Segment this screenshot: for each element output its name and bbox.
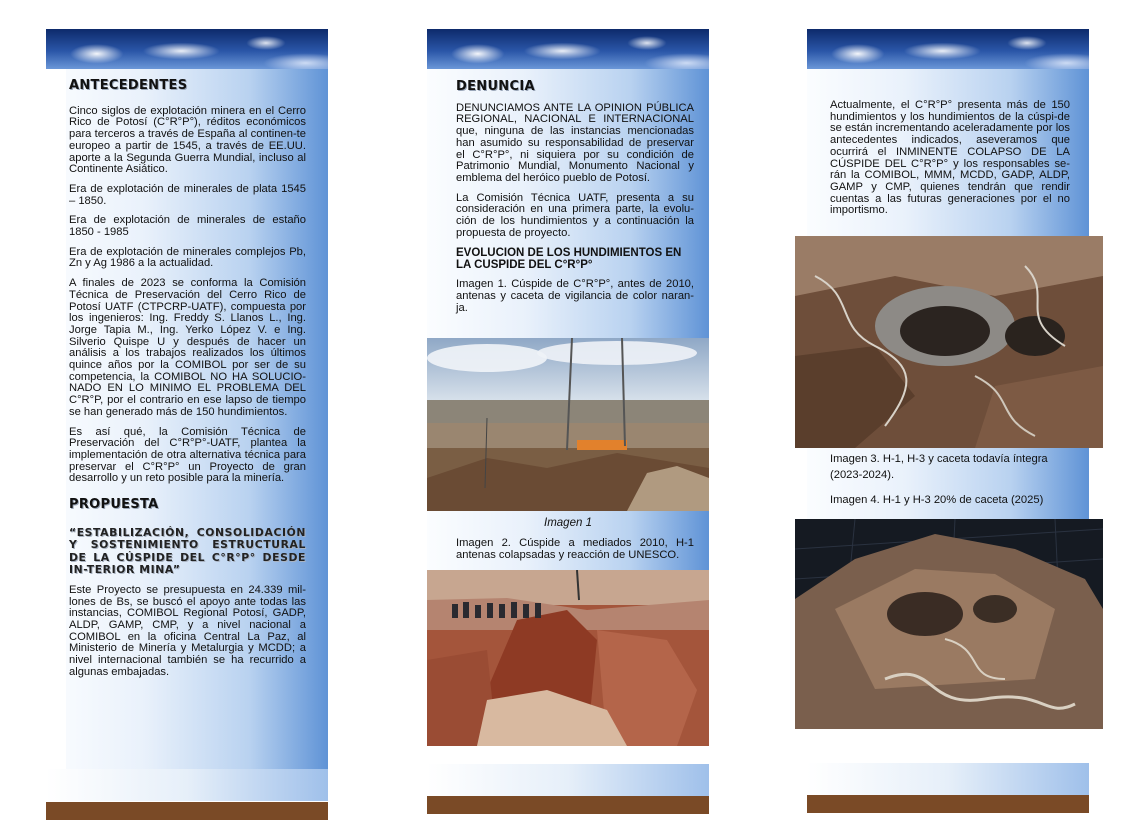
photo-imagen-1 [427, 338, 709, 511]
paragraph: Era de explotación de minerales de plata 1545 – 1850. [69, 182, 306, 207]
sky-banner [46, 29, 328, 69]
footer-brown-bar [427, 796, 709, 814]
sky-banner [427, 29, 709, 69]
heading-antecedentes: ANTECEDENTES [69, 78, 188, 93]
paragraph: Cinco siglos de explotación minera en el Cerro Rico de Potosí (C°R°P°), réditos económicos para terceros a través de España al continen-te europeo a partir de 1545, a través de EE.UU. aporte a la Segunda Guerra Mundial, incluso al Continente Asiático. [69, 104, 306, 176]
footer-band [46, 769, 328, 801]
footer-brown-bar [46, 802, 328, 820]
panel3-text-2 [830, 451, 1070, 515]
paragraph: Era de explotación de minerales complejos Pb, Zn y Ag 1986 a la actualidad. [69, 245, 306, 270]
paragraph: Este Proyecto se presupuesta en 24.339 mil-lones de Bs, se buscó el apoyo ante todas las instancias, COMIBOL Regional Potosí, GADP, ALDP, GAMP, CMP, y a nivel nacional a COMIBOL en la oficina Central La Paz, al Ministerio de Minería y Metalurgia y MCDD; a nivel internacional también se ha recurrido a algunas embajadas. [69, 583, 306, 678]
paragraph: Imagen 4. H-1 y H-3 20% de caceta (2025) [830, 494, 1044, 506]
footer-band [807, 763, 1089, 795]
heading-propuesta: PROPUESTA [69, 497, 159, 513]
photo-imagen-3 [795, 236, 1103, 448]
panel2-text-2 [456, 538, 694, 569]
panel-denuncia [427, 29, 709, 822]
panel3-text [830, 100, 1070, 225]
panel1-text [69, 80, 306, 686]
paragraph: A finales de 2023 se conforma la Comisión Técnica de Preservación del Cerro Rico de Potosí UATF (CTPCRP-UATF), compuesta por los ingenieros: Ing. Freddy S. Llanos L., Ing. Jorge Tapia M., Ing. Yerko López V. e Ing. Silverio Quispe U y después de hacer un análisis a los trabajos realizados los últimos quince años por la COMIBOL por ser de su competencia, la COMIBOL NO HA SOLUCIO-NADO EN LO MINIMO EL PROBLEMA DEL C°R°P, por el contrario en ese lapso de tiempo se han generado más de 150 hundimientos. [69, 277, 306, 418]
sky-banner [807, 29, 1089, 69]
panel-actualmente [807, 29, 1089, 822]
subheading-evolucion: EVOLUCION DE LOS HUNDIMIENTOS EN LA CUSPIDE DEL C°R°P° [456, 247, 682, 272]
panel-antecedentes [46, 29, 328, 822]
paragraph: Es así qué, la Comisión Técnica de Preservación del C°R°P°-UATF, plantea la implementación de otra alternativa técnica para preservar el C°R°P° un Proyecto de gran desarrollo y un reto posible para la minería. [69, 425, 306, 485]
paragraph: Imagen 1. Cúspide de C°R°P°, antes de 2010, antenas y caceta de vigilancia de color naran-ja. [456, 278, 694, 314]
footer-band [427, 764, 709, 796]
photo-imagen-4 [795, 519, 1103, 729]
proposal-title: “ESTABILIZACIÓN, CONSOLIDACIÓN Y SOSTENIMIENTO ESTRUCTURAL DE LA CÚSPIDE DEL C°R°P° DESDE IN-TERIOR MINA” [69, 525, 306, 577]
paragraph: Actualmente, el C°R°P° presenta más de 150 hundimientos y los hundimientos de la cúspi-de se están incrementando aceleradamente por los antecedentes indicados, aseveramos que ocurrirá el INMINENTE COLAPSO DE LA CÚSPIDE DEL C°R°P° y los responsables se-rán la COMIBOL, MMM, MCDD, GADP, ALDP, GAMP y CMP, quienes tendrán que rendir cuentas a las futuras generaciones por el no importismo. [830, 99, 1070, 217]
panel2-text [456, 81, 694, 323]
paragraph: DENUNCIAMOS ANTE LA OPINION PÚBLICA REGIONAL, NACIONAL E INTERNACIONAL que, ninguna de las instancias mencionadas han asumido su responsabilidad de preservar el C°R°P°, ni siquiera por su condición de Patrimonio Mundial, Monumento Nacional y emblema del heróico pueblo de Potosí. [456, 101, 694, 184]
paragraph: La Comisión Técnica UATF, presenta a su consideración en una primera parte, la evolu-ción de los hundimientos y a continuación la propuesta de proyecto. [456, 191, 694, 239]
paragraph: Imagen 2. Cúspide a mediados 2010, H-1 antenas colapsadas y reacción de UNESCO. [456, 537, 694, 561]
paragraph: Era de explotación de minerales de estaño 1850 - 1985 [69, 214, 306, 239]
heading-denuncia: DENUNCIA [456, 79, 535, 94]
caption-imagen-1: Imagen 1 [544, 517, 592, 529]
footer-brown-bar [807, 795, 1089, 813]
photo-imagen-2 [427, 570, 709, 746]
paragraph: Imagen 3. H-1, H-3 y caceta todavía íntegra (2023-2024). [830, 453, 1048, 481]
